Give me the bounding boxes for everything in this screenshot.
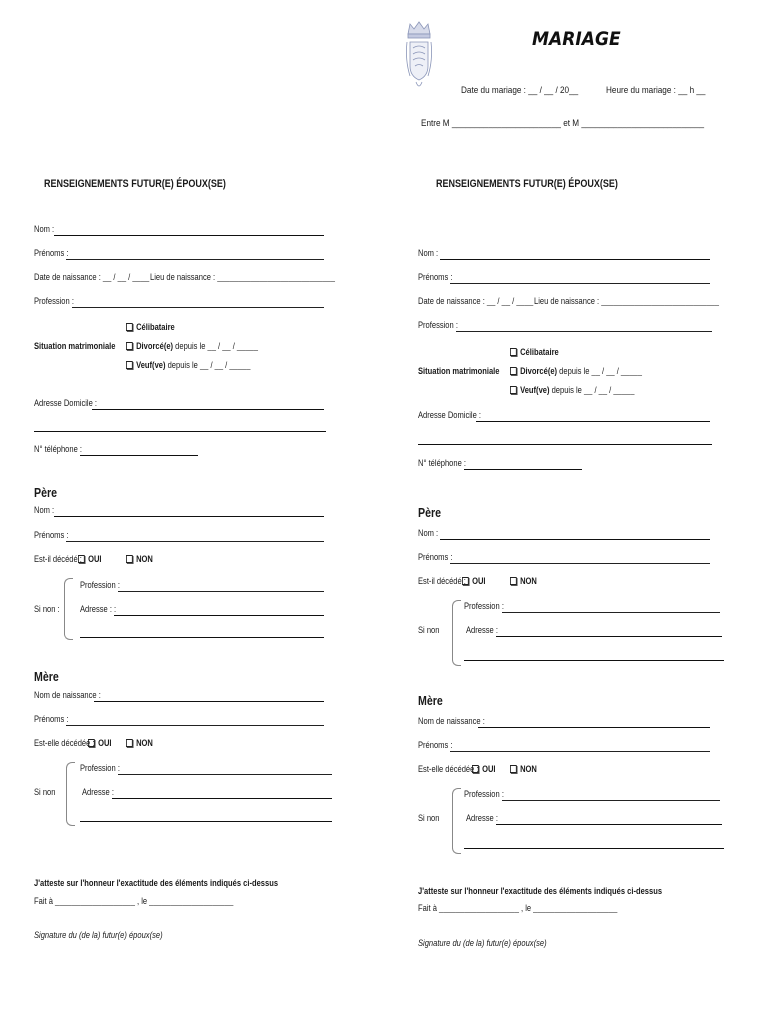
left-veuf-label: Veuf(ve) bbox=[136, 360, 166, 370]
right-telephone-label: N° téléphone : bbox=[418, 458, 466, 468]
left-mere-adresse-label: Adresse : bbox=[82, 787, 114, 797]
right-adresse-input[interactable] bbox=[476, 421, 710, 422]
left-mere-heading: Mère bbox=[34, 670, 59, 684]
right-mere-adresse-input[interactable] bbox=[496, 824, 722, 825]
left-mere-adresse-input[interactable] bbox=[112, 798, 332, 799]
right-adresse-input-2[interactable] bbox=[418, 444, 712, 445]
left-prenoms-label: Prénoms : bbox=[34, 248, 69, 258]
checkbox-icon[interactable] bbox=[472, 765, 479, 773]
right-veuf-option[interactable] bbox=[510, 385, 634, 395]
right-date-naissance-field[interactable]: Date de naissance : __ / __ / ____ bbox=[418, 296, 534, 306]
right-atteste-text: J'atteste sur l'honneur l'exactitude des éléments indiqués ci-dessus bbox=[418, 886, 663, 896]
left-pere-non-label: NON bbox=[136, 554, 153, 564]
left-mere-nom-input[interactable] bbox=[94, 701, 324, 702]
left-atteste-text: J'atteste sur l'honneur l'exactitude des éléments indiqués ci-dessus bbox=[34, 878, 279, 888]
right-lieu-naissance-field[interactable]: Lieu de naissance : ____________________________ bbox=[534, 296, 719, 306]
left-mere-non-label: NON bbox=[136, 738, 153, 748]
right-section-heading: RENSEIGNEMENTS FUTUR(E) ÉPOUX(SE) bbox=[436, 178, 618, 190]
checkbox-icon[interactable] bbox=[126, 323, 133, 331]
left-pere-prenoms-input[interactable] bbox=[66, 541, 324, 542]
left-celibataire-label: Célibataire bbox=[136, 322, 175, 332]
right-pere-profession-input[interactable] bbox=[502, 612, 720, 613]
right-mere-oui-label: OUI bbox=[482, 764, 496, 774]
left-divorce-option[interactable] bbox=[126, 341, 258, 351]
left-pere-sinon-label: Si non : bbox=[34, 604, 60, 614]
right-mere-prenoms-label: Prénoms : bbox=[418, 740, 453, 750]
right-pere-non-option[interactable] bbox=[510, 576, 537, 586]
right-pere-heading: Père bbox=[418, 506, 442, 520]
left-pere-profession-input[interactable] bbox=[118, 591, 324, 592]
right-mere-nom-label: Nom de naissance : bbox=[418, 716, 485, 726]
left-lieu-naissance-field[interactable]: Lieu de naissance : ____________________________ bbox=[150, 272, 335, 282]
left-pere-non-option[interactable] bbox=[126, 554, 153, 564]
left-pere-decede-label: Est-il décédé : bbox=[34, 554, 82, 564]
checkbox-icon[interactable] bbox=[88, 739, 95, 747]
checkbox-icon[interactable] bbox=[126, 361, 133, 369]
right-profession-label: Profession : bbox=[418, 320, 458, 330]
right-pere-prenoms-input[interactable] bbox=[450, 563, 710, 564]
checkbox-icon[interactable] bbox=[510, 386, 517, 394]
left-nom-input[interactable] bbox=[54, 235, 324, 236]
left-pere-adresse-label: Adresse : : bbox=[80, 604, 117, 614]
right-pere-adresse-input-2[interactable] bbox=[464, 660, 724, 661]
left-prenoms-input[interactable] bbox=[66, 259, 324, 260]
right-fait-field[interactable]: Fait à ___________________ , le ____________________ bbox=[418, 903, 618, 913]
left-veuf-option[interactable] bbox=[126, 360, 250, 370]
left-telephone-label: N° téléphone : bbox=[34, 444, 82, 454]
left-pere-nom-label: Nom : bbox=[34, 505, 55, 515]
right-celibataire-option[interactable] bbox=[510, 347, 559, 357]
left-pere-nom-input[interactable] bbox=[54, 516, 324, 517]
entre-field[interactable]: Entre M ________________________ et M ___________________________ bbox=[421, 118, 705, 129]
right-signature-label: Signature du (de la) futur(e) époux(se) bbox=[418, 938, 547, 948]
left-mere-brace bbox=[66, 762, 75, 826]
checkbox-icon[interactable] bbox=[126, 555, 133, 563]
right-mere-oui-option[interactable] bbox=[472, 764, 496, 774]
left-pere-profession-label: Profession : bbox=[80, 580, 120, 590]
right-pere-oui-label: OUI bbox=[472, 576, 486, 586]
right-pere-profession-label: Profession : bbox=[464, 601, 504, 611]
left-mere-adresse-input-2[interactable] bbox=[80, 821, 332, 822]
left-adresse-label: Adresse Domicile : bbox=[34, 398, 98, 408]
checkbox-icon[interactable] bbox=[510, 367, 517, 375]
right-pere-decede-label: Est-il décédé : bbox=[418, 576, 466, 586]
right-mere-decede-label: Est-elle décédée : bbox=[418, 764, 479, 774]
left-mere-prenoms-label: Prénoms : bbox=[34, 714, 69, 724]
right-mere-profession-input[interactable] bbox=[502, 800, 720, 801]
right-pere-prenoms-label: Prénoms : bbox=[418, 552, 453, 562]
left-fait-field[interactable]: Fait à ___________________ , le ____________________ bbox=[34, 896, 234, 906]
right-veuf-label: Veuf(ve) bbox=[520, 385, 550, 395]
left-nom-label: Nom : bbox=[34, 224, 55, 234]
right-adresse-label: Adresse Domicile : bbox=[418, 410, 482, 420]
right-pere-non-label: NON bbox=[520, 576, 537, 586]
right-mere-prenoms-input[interactable] bbox=[450, 751, 710, 752]
form-title: MARIAGE bbox=[532, 28, 621, 50]
checkbox-icon[interactable] bbox=[462, 577, 469, 585]
left-profession-label: Profession : bbox=[34, 296, 74, 306]
left-date-naissance-field[interactable]: Date de naissance : __ / __ / ____ bbox=[34, 272, 150, 282]
right-mere-adresse-label: Adresse : bbox=[466, 813, 498, 823]
left-pere-adresse-input[interactable] bbox=[114, 615, 324, 616]
right-nom-input[interactable] bbox=[440, 259, 710, 260]
right-pere-adresse-label: Adresse : bbox=[466, 625, 498, 635]
left-mere-non-option[interactable] bbox=[126, 738, 153, 748]
left-mere-profession-label: Profession : bbox=[80, 763, 120, 773]
right-divorce-date: depuis le __ / __ / _____ bbox=[557, 366, 642, 376]
right-mere-adresse-input-2[interactable] bbox=[464, 848, 724, 849]
left-section-heading: RENSEIGNEMENTS FUTUR(E) ÉPOUX(SE) bbox=[44, 178, 226, 190]
checkbox-icon[interactable] bbox=[510, 348, 517, 356]
left-mere-nom-label: Nom de naissance : bbox=[34, 690, 101, 700]
right-telephone-input[interactable] bbox=[464, 469, 582, 470]
left-celibataire-option[interactable] bbox=[126, 322, 175, 332]
left-adresse-input[interactable] bbox=[92, 409, 324, 410]
left-mere-oui-label: OUI bbox=[98, 738, 112, 748]
left-pere-heading: Père bbox=[34, 486, 58, 500]
left-pere-oui-option[interactable] bbox=[78, 554, 102, 564]
left-pere-adresse-input-2[interactable] bbox=[80, 637, 324, 638]
left-pere-oui-label: OUI bbox=[88, 554, 102, 564]
right-pere-brace bbox=[452, 600, 461, 666]
right-pere-nom-label: Nom : bbox=[418, 528, 439, 538]
right-mere-brace bbox=[452, 788, 461, 854]
right-situation-label: Situation matrimoniale bbox=[418, 366, 500, 376]
right-pere-sinon-label: Si non bbox=[418, 625, 440, 635]
heure-mariage-field[interactable]: Heure du mariage : __ h __ bbox=[606, 85, 706, 96]
right-divorce-label: Divorcé(e) bbox=[520, 366, 558, 376]
checkbox-icon[interactable] bbox=[126, 342, 133, 350]
right-profession-input[interactable] bbox=[456, 331, 712, 332]
left-mere-prenoms-input[interactable] bbox=[66, 725, 324, 726]
right-celibataire-label: Célibataire bbox=[520, 347, 559, 357]
left-divorce-label: Divorcé(e) bbox=[136, 341, 174, 351]
left-telephone-input[interactable] bbox=[80, 455, 198, 456]
right-divorce-option[interactable] bbox=[510, 366, 642, 376]
left-situation-label: Situation matrimoniale bbox=[34, 341, 116, 351]
left-profession-input[interactable] bbox=[72, 307, 324, 308]
left-mere-decede-label: Est-elle décédée : bbox=[34, 738, 95, 748]
right-pere-oui-option[interactable] bbox=[462, 576, 486, 586]
right-prenoms-label: Prénoms : bbox=[418, 272, 453, 282]
checkbox-icon[interactable] bbox=[510, 577, 517, 585]
left-adresse-input-2[interactable] bbox=[34, 431, 326, 432]
right-mere-non-option[interactable] bbox=[510, 764, 537, 774]
right-veuf-date: depuis le __ / __ / _____ bbox=[549, 385, 635, 395]
date-mariage-field[interactable]: Date du mariage : __ / __ / 20__ bbox=[461, 85, 579, 96]
left-mere-profession-input[interactable] bbox=[118, 774, 332, 775]
right-pere-adresse-input[interactable] bbox=[496, 636, 722, 637]
right-mere-heading: Mère bbox=[418, 694, 443, 708]
left-mere-oui-option[interactable] bbox=[88, 738, 112, 748]
right-mere-profession-label: Profession : bbox=[464, 789, 504, 799]
right-prenoms-input[interactable] bbox=[450, 283, 710, 284]
left-mere-sinon-label: Si non bbox=[34, 787, 56, 797]
checkbox-icon[interactable] bbox=[510, 765, 517, 773]
right-mere-nom-input[interactable] bbox=[478, 727, 710, 728]
right-nom-label: Nom : bbox=[418, 248, 439, 258]
left-pere-prenoms-label: Prénoms : bbox=[34, 530, 69, 540]
right-mere-sinon-label: Si non bbox=[418, 813, 440, 823]
left-signature-label: Signature du (de la) futur(e) époux(se) bbox=[34, 930, 163, 940]
checkbox-icon[interactable] bbox=[78, 555, 85, 563]
left-divorce-date: depuis le __ / __ / _____ bbox=[173, 341, 258, 351]
left-pere-brace bbox=[64, 578, 73, 640]
right-pere-nom-input[interactable] bbox=[440, 539, 710, 540]
municipal-coat-of-arms-icon bbox=[404, 20, 434, 98]
checkbox-icon[interactable] bbox=[126, 739, 133, 747]
right-mere-non-label: NON bbox=[520, 764, 537, 774]
left-veuf-date: depuis le __ / __ / _____ bbox=[165, 360, 251, 370]
